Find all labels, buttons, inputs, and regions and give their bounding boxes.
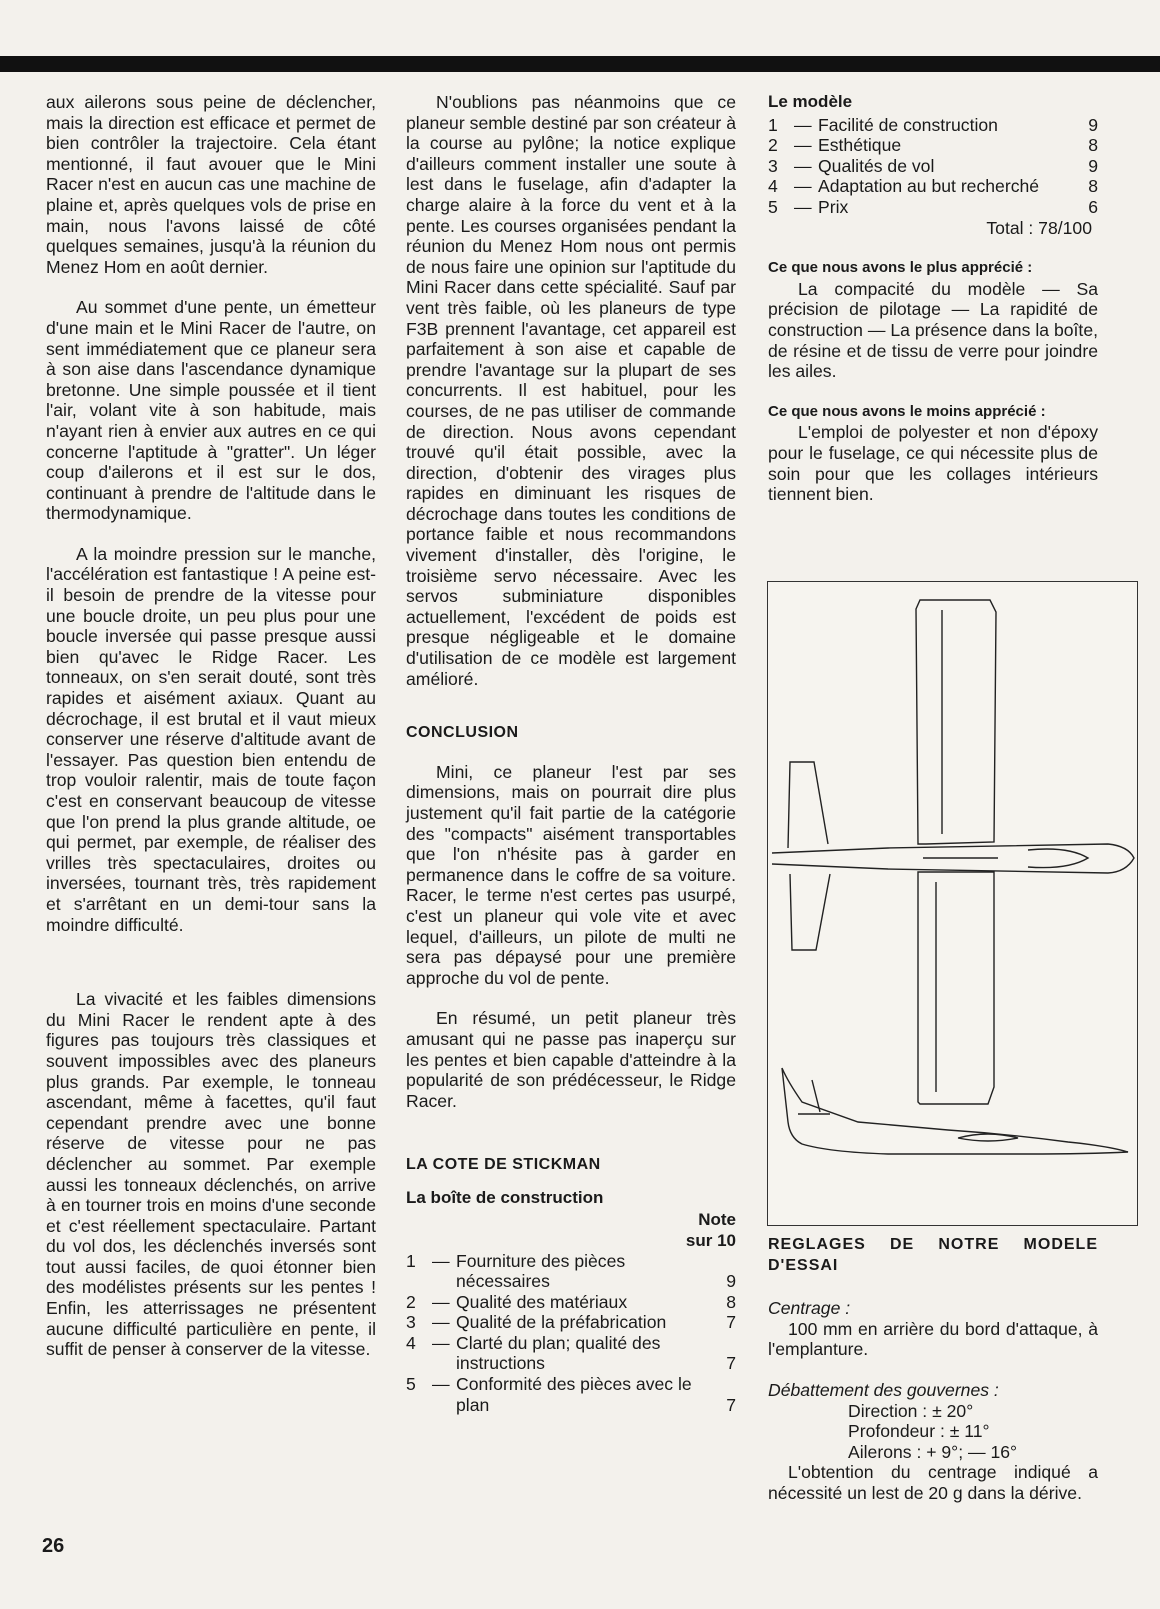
dash: — (794, 176, 812, 197)
rating-label: Qualité des matériaux (456, 1291, 628, 1312)
rating-score: 8 (1088, 176, 1098, 197)
settings-section (768, 1235, 1098, 1504)
rating-number: 5 (768, 196, 778, 217)
kit-rating-list (406, 1251, 736, 1416)
column-3 (768, 92, 1098, 505)
rating-label: Adaptation au but recherché (818, 176, 1040, 197)
direction-setting: Direction : ± 20° (848, 1400, 974, 1421)
tail-lower (790, 874, 830, 950)
most-appreciated-text: La compacité du modèle — Sa précision de pilotage — La rapidité de construction — La présence dans la boîte, de résine et de tissu de verre pour joindre les ailes. (768, 278, 1098, 382)
rating-row (406, 1292, 736, 1313)
canopy (1028, 849, 1088, 868)
deflection-label: Débattement des gouvernes : (768, 1379, 999, 1400)
paragraph: aux ailerons sous peine de déclencher, mais la direction est efficace et permet de bien contrôler la trajectoire. Cela étant mentionné, il faut avouer que le Mini Racer n'est en aucun cas une machine de plaine et, après quelques vols de prise en main, nous l'avons laissé de côté quelques semaines, jusqu'à la réunion du Menez Hom en août dernier. (46, 92, 376, 277)
paragraph: En résumé, un petit planeur très amusant qui ne passe pas inaperçu sur les pentes et bien capable d'atteindre à la popularité de son prédécesseur, le Ridge Racer. (406, 1008, 736, 1111)
rating-number: 1 (406, 1250, 416, 1271)
lower-wing-outline (918, 872, 994, 1104)
rating-heading: LA COTE DE STICKMAN (406, 1156, 601, 1174)
fuselage-side (782, 1068, 1128, 1154)
dash: — (432, 1374, 450, 1395)
glider-drawing (768, 582, 1139, 1227)
elevator-setting: Profondeur : ± 11° (848, 1421, 990, 1442)
rating-number: 4 (406, 1332, 416, 1353)
rating-number: 2 (406, 1291, 416, 1312)
rating-number: 2 (768, 135, 778, 156)
tail-upper (788, 762, 828, 848)
rating-row (768, 115, 1098, 136)
paragraph: Au sommet d'une pente, un émetteur d'une main et le Mini Racer de l'autre, on sent immédiatement que ce planeur sera à son aise dans l'ascendance dynamique bretonne. Une simple poussée et il tient l'air, volant vite à son habitude, mais n'ayant rien à envier aux autres en ce qui concerne l'aptitude à "gratter". Un léger coup d'ailerons et il est sur le dos, continuant à prendre de l'altitude dans le thermodynamique. (46, 297, 376, 524)
rating-score: 9 (726, 1271, 736, 1292)
settings-heading: REGLAGES DE NOTRE MODELE D'ESSAI (768, 1236, 1098, 1274)
paragraph: Mini, ce planeur l'est par ses dimensions, mais on pourrait dire plus justement qu'il fait partie de la catégorie des "compacts" aisément transportables que l'on n'hésite pas à garder en permanence dans le coffre de sa voiture. Racer, le terme n'est certes pas usurpé, c'est un planeur qui vole vite et avec lequel, d'ailleurs, un pilote de multi ne sera pas dépaysé pour une première approche du vol de pente. (406, 761, 736, 988)
conclusion-heading: CONCLUSION (406, 724, 519, 742)
rating-number: 3 (768, 155, 778, 176)
rating-score: 6 (1088, 196, 1098, 217)
rating-score: 9 (1088, 155, 1098, 176)
total-score: Total : 78/100 (986, 217, 1092, 238)
note-line: sur 10 (685, 1230, 736, 1250)
glider-plan-figure (767, 581, 1138, 1226)
rating-number: 5 (406, 1374, 416, 1395)
rating-label: Esthétique (818, 135, 902, 156)
rating-label: Qualités de vol (818, 155, 935, 176)
rating-number: 4 (768, 176, 778, 197)
rating-row (406, 1333, 736, 1374)
note-line: Note (698, 1209, 736, 1229)
note-label (406, 1209, 736, 1251)
dash: — (432, 1332, 450, 1353)
dash: — (432, 1312, 450, 1333)
least-appreciated-heading: Ce que nous avons le moins apprécié : (768, 402, 1046, 420)
rating-label: Clarté du plan; qualité des instructions (456, 1332, 661, 1374)
most-appreciated-heading: Ce que nous avons le plus apprécié : (768, 259, 1033, 277)
column-2 (406, 92, 736, 1415)
rating-row (768, 176, 1098, 197)
dash: — (794, 114, 812, 135)
centrage-label: Centrage : (768, 1298, 851, 1319)
paragraph: La vivacité et les faibles dimensions du Mini Racer le rendent apte à des figures pas toujours très classiques et souvent impossibles avec des planeurs plus grands. Par exemple, le tonneau ascendant, même à facettes, qu'il faut cependant prendre avec une bonne réserve de vitesse pour ne pas déclencher au sommet. Par exemple aussi les tonneaux déclenchés, on arrive à en tourner trois en moins d'une seconde et c'est réellement spectaculaire. Partant du vol dos, les déclenchés inversés sont tout aussi faciles, de quoi étonner bien des modélistes présents sur les pentes ! Enfin, les atterrissages ne présentent aucune difficulté particulière en pente, il suffit de penser à conserver de la vitesse. (46, 989, 376, 1360)
rating-score: 8 (1088, 135, 1098, 156)
dash: — (794, 155, 812, 176)
paragraph: A la moindre pression sur le manche, l'accélération est fantastique ! A peine est-il besoin de prendre de la vitesse pour une boucle droite, un peu plus pour une boucle inversée qui passe presque aussi bien qu'avec le Ridge Racer. Les tonneaux, on s'en serait douté, sont très rapides et aisément axiaux. Quant au décrochage, il est brutal et il vaut mieux conserver une réserve d'altitude avant de l'essayer. Pas question bien entendu de trop vouloir ralentir, mais de toute façon c'est en conservant beaucoup de vitesse que l'on prend la plus grande altitude, oe qui permet, par exemple, de réaliser des vrilles très spectaculaires, droites ou inversées, tournant très, très rapidement et s'arrêtant en un demi-tour sans la moindre difficulté. (46, 543, 376, 935)
rating-number: 3 (406, 1312, 416, 1333)
kit-heading: La boîte de construction (406, 1187, 604, 1207)
ballast-note: L'obtention du centrage indiqué a nécessité un lest de 20 g dans la dérive. (768, 1462, 1098, 1503)
rating-label: Conformité des pièces avec le plan (456, 1374, 692, 1415)
rating-row (768, 156, 1098, 177)
model-heading: Le modèle (768, 92, 853, 111)
rating-label: Fourniture des pièces nécessaires (456, 1250, 626, 1292)
rating-score: 7 (726, 1394, 736, 1415)
rating-score: 7 (726, 1312, 736, 1333)
centrage-text: 100 mm en arrière du bord d'attaque, à l'emplanture. (768, 1318, 1098, 1360)
rating-score: 7 (726, 1353, 736, 1374)
dash: — (794, 135, 812, 156)
rating-number: 1 (768, 114, 778, 135)
upper-wing-outline (916, 600, 996, 844)
rating-row (768, 135, 1098, 156)
page-number: 26 (42, 1535, 65, 1557)
rating-row (406, 1251, 736, 1292)
paragraph: N'oublions pas néanmoins que ce planeur semble destiné par son créateur à la course au pylône; la notice explique d'ailleurs comment installer une soute à lest dans le fuselage, afin d'adapter la charge alaire à la force du vent et à la pente. Les courses organisées pendant la réunion du Menez Hom nous ont permis de nous faire une opinion sur l'aptitude du Mini Racer dans cette spécialité. Sauf par vent très faible, où les planeurs de type F3B prennent l'avantage, cet appareil est parfaitement à son aise et capable de prendre l'avantage sur la plupart de ses concurrents. Il est habituel, pour les courses, de ne pas utiliser de commande de direction. Nous avons cependant trouvé qu'il était possible, avec la direction, d'obtenir des virages plus rapides en diminuant les risques de décrochage dans toutes les conditions de portance faible et nous recommandons vivement d'installer, dès l'origine, le troisième servo nécessaire. Avec les servos subminiature disponibles actuellement, l'excédent de poids est presque négligeable et le domaine d'utilisation de ce modèle est largement amélioré. (406, 92, 736, 689)
top-rule (0, 56, 1160, 72)
rating-row (768, 197, 1098, 218)
rating-row (406, 1374, 736, 1415)
ailerons-setting: Ailerons : + 9°; — 16° (848, 1441, 1018, 1462)
rating-row (406, 1312, 736, 1333)
rating-label: Prix (818, 196, 849, 217)
rating-label: Qualité de la préfabrication (456, 1312, 667, 1333)
dash: — (794, 196, 812, 217)
least-appreciated-text: L'emploi de polyester et non d'époxy pour le fuselage, ce qui nécessite plus de soin pour que les collages intérieurs tiennent bien. (768, 422, 1098, 505)
rating-label: Facilité de construction (818, 114, 998, 135)
column-1 (46, 92, 376, 1360)
dash: — (432, 1291, 450, 1312)
rating-score: 8 (726, 1291, 736, 1312)
rating-score: 9 (1088, 114, 1098, 135)
model-rating-list (768, 115, 1098, 218)
dash: — (432, 1250, 450, 1271)
